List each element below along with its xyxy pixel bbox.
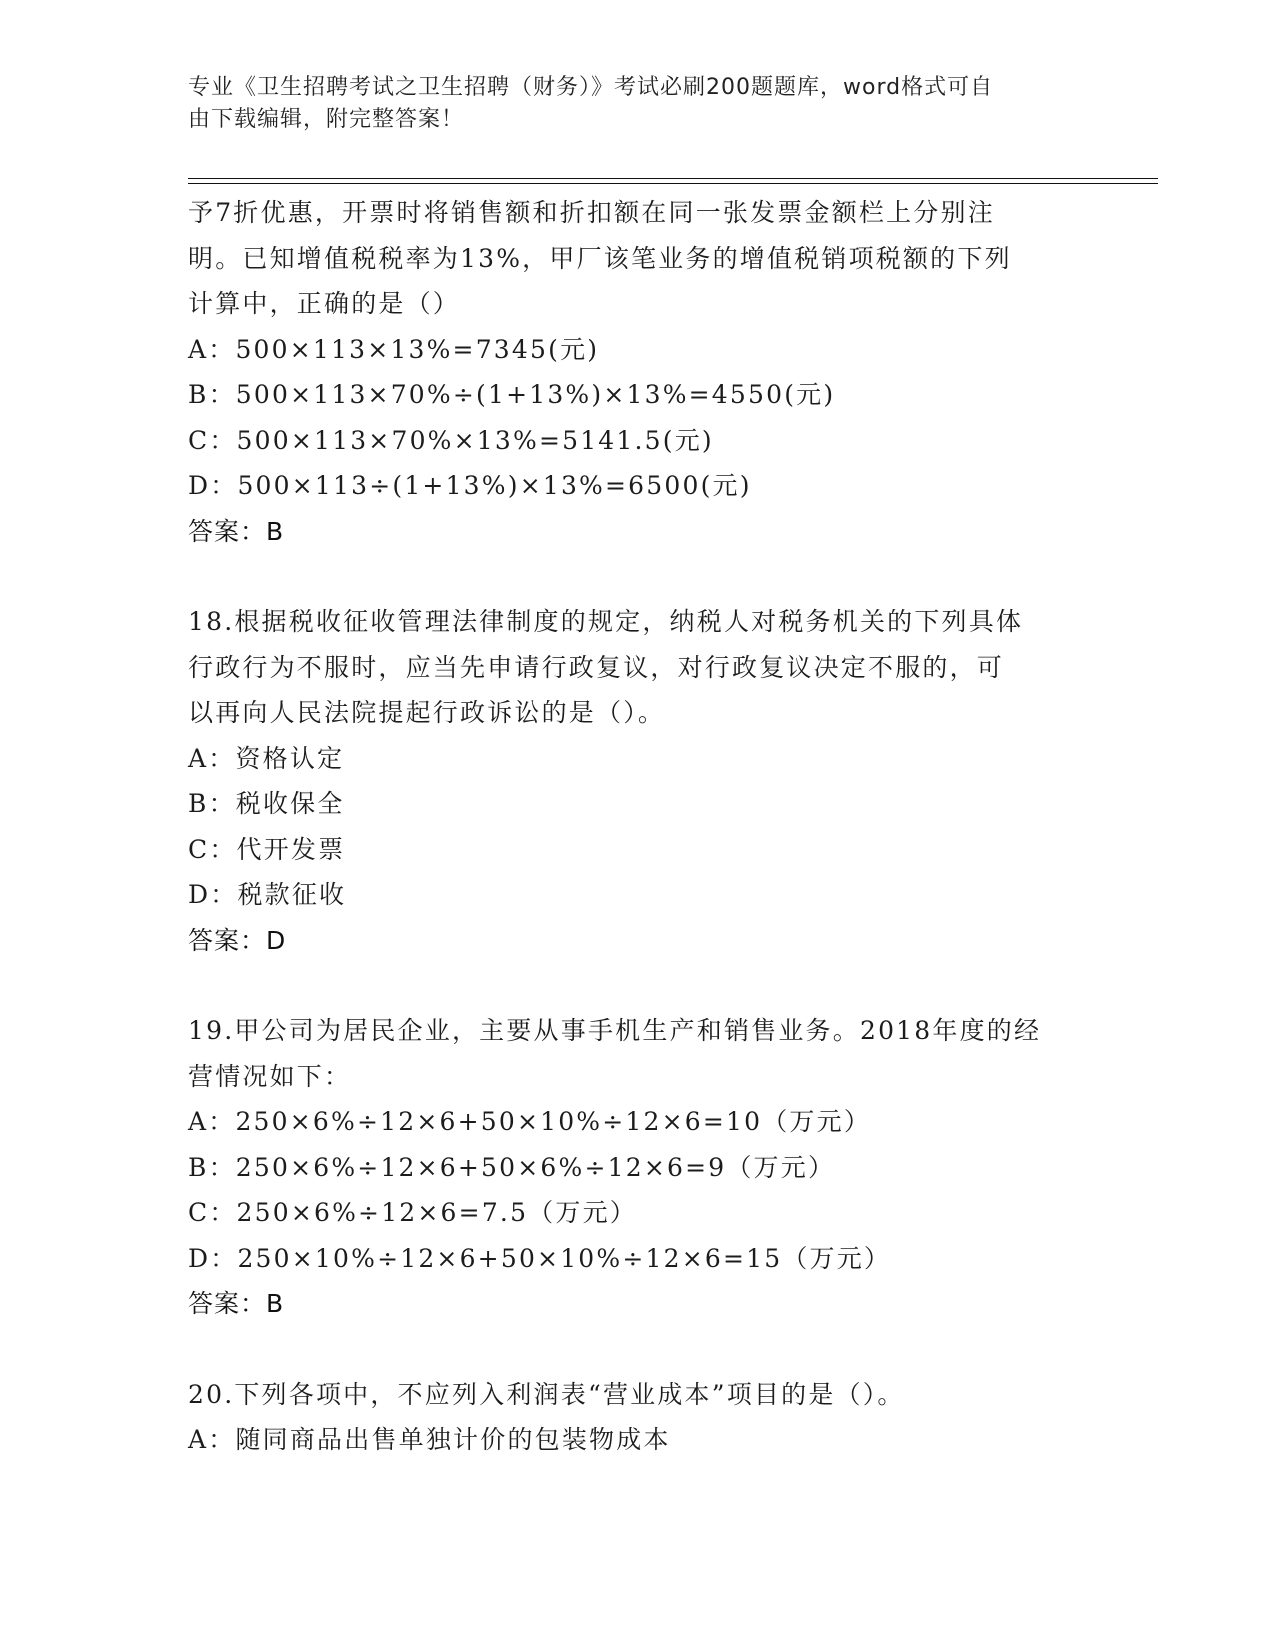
- question-stem-line: 20.下列各项中，不应列入利润表“营业成本”项目的是（）。: [188, 1379, 905, 1409]
- option-c: C：500×113×70%×13%=5141.5(元): [188, 425, 714, 455]
- option-d: D：500×113÷(1+13%)×13%=6500(元): [188, 471, 752, 500]
- spacer: [188, 554, 1108, 599]
- question-stem-line: 19.甲公司为居民企业，主要从事手机生产和销售业务。2018年度的经: [188, 1016, 1042, 1045]
- question-17: [188, 190, 1108, 554]
- option-a: A：随同商品出售单独计价的包装物成本: [188, 1425, 671, 1454]
- header-line-1: 专业《卫生招聘考试之卫生招聘（财务）》考试必刷200题题库，word格式可自: [188, 75, 994, 100]
- question-stem-line: 予7折优惠，开票时将销售额和折扣额在同一张发票金额栏上分别注: [188, 198, 995, 227]
- header-rule-bottom: [188, 183, 1158, 184]
- question-18: [188, 599, 1108, 963]
- option-c: C：250×6%÷12×6=7.5（万元）: [188, 1198, 637, 1227]
- question-stem-line: 计算中，正确的是（）: [188, 289, 461, 318]
- option-c: C：代开发票: [188, 834, 346, 864]
- option-a: A：资格认定: [188, 743, 345, 773]
- spacer: [188, 963, 1108, 1008]
- answer-line: 答案：B: [188, 516, 285, 546]
- header-rule-top: [188, 178, 1158, 179]
- question-19: [188, 1008, 1108, 1327]
- header-line-2: 由下载编辑，附完整答案！: [188, 107, 465, 132]
- option-b: B：250×6%÷12×6+50×6%÷12×6=9（万元）: [188, 1152, 836, 1182]
- document-header: [188, 72, 1088, 136]
- answer-line: 答案：D: [188, 925, 287, 955]
- option-b: B：500×113×70%÷(1+13%)×13%=4550(元): [188, 380, 836, 409]
- option-d: D：税款征收: [188, 880, 347, 909]
- question-stem-line: 明。已知增值税税率为13%，甲厂该笔业务的增值税销项税额的下列: [188, 243, 1012, 273]
- question-stem-line: 以再向人民法院提起行政诉讼的是（）。: [188, 698, 666, 727]
- spacer: [188, 1327, 1108, 1372]
- option-b: B：税收保全: [188, 789, 345, 818]
- option-d: D：250×10%÷12×6+50×10%÷12×6=15（万元）: [188, 1243, 892, 1273]
- question-stem-line: 营情况如下：: [188, 1061, 352, 1091]
- option-a: A：500×113×13%=7345(元): [188, 334, 600, 364]
- question-stem-line: 行政行为不服时，应当先申请行政复议，对行政复议决定不服的，可: [188, 652, 1005, 682]
- question-20: [188, 1372, 1108, 1463]
- option-a: A：250×6%÷12×6+50×10%÷12×6=10（万元）: [188, 1107, 872, 1136]
- document-body: [188, 190, 1108, 1463]
- answer-line: 答案：B: [188, 1289, 285, 1318]
- question-stem-line: 18.根据税收征收管理法律制度的规定，纳税人对税务机关的下列具体: [188, 607, 1024, 636]
